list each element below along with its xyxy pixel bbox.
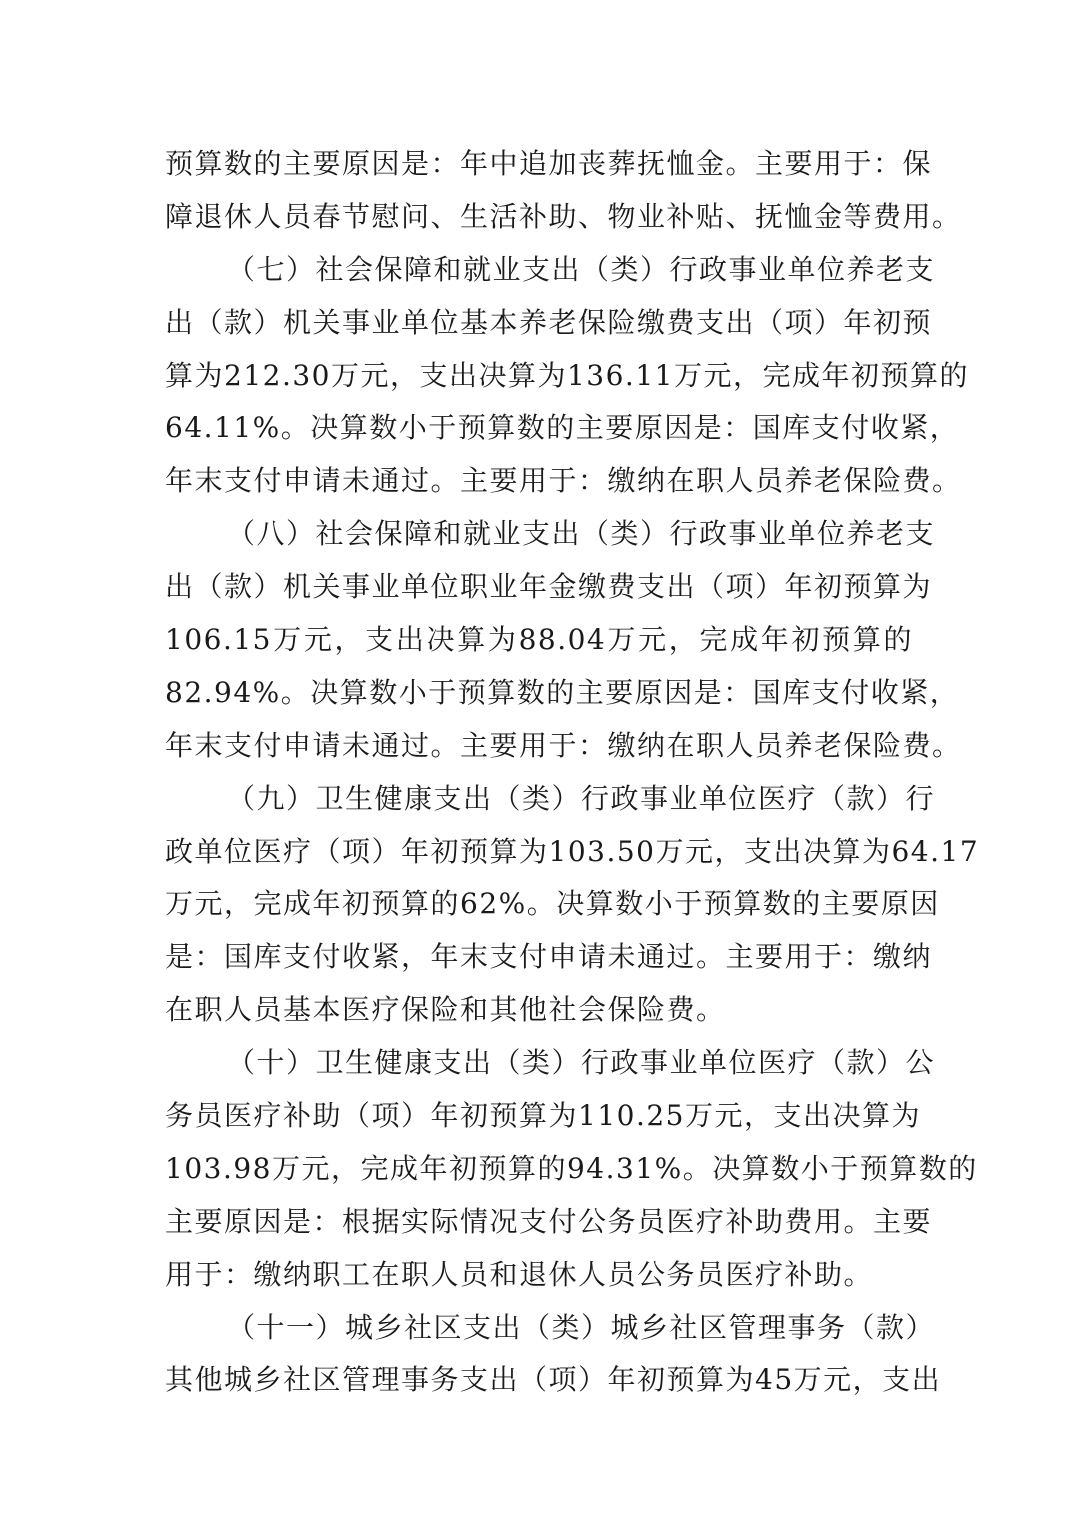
paragraph-first-line: （九）卫生健康支出（类）行政事业单位医疗（款）行 <box>227 781 936 815</box>
paragraph-line: 务员医疗补助（项）年初预算为110.25万元，支出决算为 <box>165 1099 921 1133</box>
paragraph-line: 年末支付申请未通过。主要用于：缴纳在职人员养老保险费。 <box>165 728 962 762</box>
paragraph-line: 在职人员基本医疗保险和其他社会保险费。 <box>165 993 726 1027</box>
document-page <box>165 138 980 1407</box>
paragraph-line: 出（款）机关事业单位职业年金缴费支出（项）年初预算为 <box>165 570 933 604</box>
paragraph-line: 其他城乡社区管理事务支出（项）年初预算为45万元，支出 <box>165 1363 942 1397</box>
paragraph-line: 106.15万元，支出决算为88.04万元，完成年初预算的 <box>165 623 913 657</box>
paragraph-line: 万元，完成年初预算的62%。决算数小于预算数的主要原因 <box>165 887 940 921</box>
paragraph-line: 是：国库支付收紧，年末支付申请未通过。主要用于：缴纳 <box>165 940 933 974</box>
paragraph-line: 预算数的主要原因是：年中追加丧葬抚恤金。主要用于：保 <box>165 147 933 180</box>
paragraph-line: 103.98万元，完成年初预算的94.31%。决算数小于预算数的 <box>165 1151 978 1185</box>
paragraph-first-line: （七）社会保障和就业支出（类）行政事业单位养老支 <box>227 252 936 286</box>
paragraph-line: 障退休人员春节慰问、生活补助、物业补贴、抚恤金等费用。 <box>165 199 962 233</box>
paragraph-line: 64.11%。决算数小于预算数的主要原因是：国库支付收紧， <box>165 411 960 445</box>
paragraph-line: 算为212.30万元，支出决算为136.11万元，完成年初预算的 <box>165 358 969 392</box>
paragraph-first-line: （十）卫生健康支出（类）行政事业单位医疗（款）公 <box>227 1046 936 1080</box>
paragraph-line: 用于：缴纳职工在职人员和退休人员公务员医疗补助。 <box>165 1257 874 1291</box>
paragraph-line: 政单位医疗（项）年初预算为103.50万元，支出决算为64.17 <box>165 834 980 868</box>
paragraph-line: 出（款）机关事业单位基本养老保险缴费支出（项）年初预 <box>165 305 933 339</box>
paragraph-line: 82.94%。决算数小于预算数的主要原因是：国库支付收紧， <box>165 675 960 709</box>
paragraph-line: 年末支付申请未通过。主要用于：缴纳在职人员养老保险费。 <box>165 464 962 498</box>
paragraph-first-line: （八）社会保障和就业支出（类）行政事业单位养老支 <box>227 517 936 551</box>
paragraph-first-line: （十一）城乡社区支出（类）城乡社区管理事务（款） <box>227 1310 936 1344</box>
paragraph-line: 主要原因是：根据实际情况支付公务员医疗补助费用。主要 <box>165 1204 933 1238</box>
